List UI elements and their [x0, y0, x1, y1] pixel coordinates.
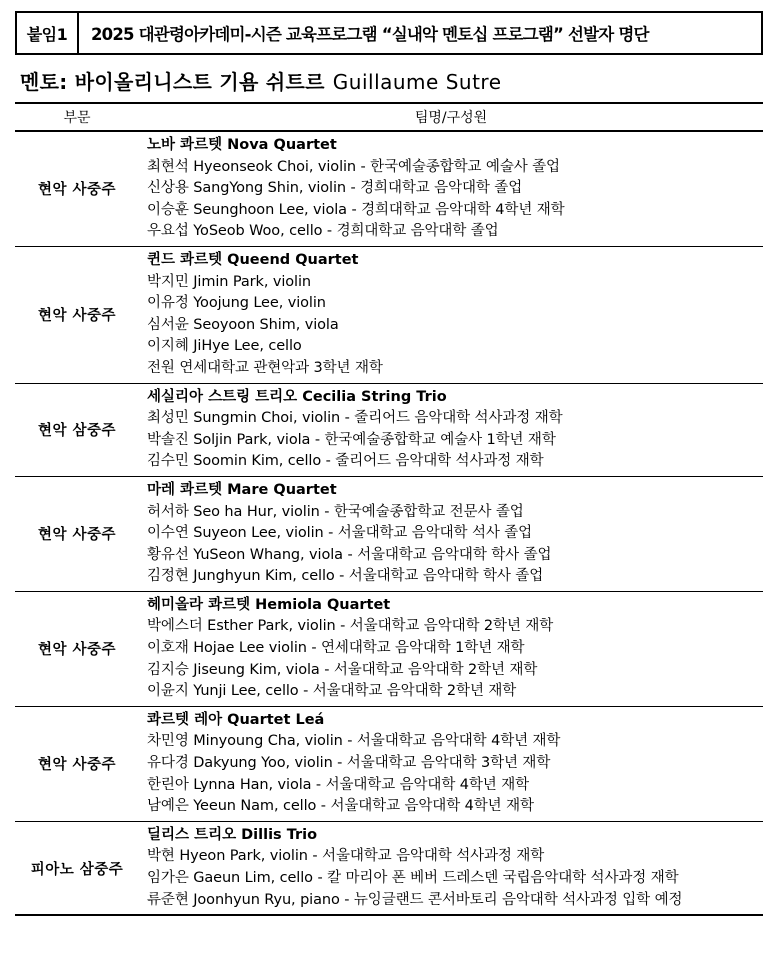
member-line: 전원 연세대학교 관현악과 3학년 재학: [147, 359, 383, 376]
mentor-line: [20, 66, 502, 96]
table-row: [15, 131, 763, 246]
document-title: 2025 대관령아카데미-시즌 교육프로그램 “실내악 멘토십 프로그램” 선발자 명단: [91, 25, 649, 44]
table-row: [15, 246, 763, 383]
mentor-label: 멘토: 바이올리니스트 기욤 쉬트르: [20, 70, 325, 94]
team-name: 노바 콰르텟 Nova Quartet: [147, 137, 337, 153]
column-header-team: 팀명/구성원: [139, 103, 763, 131]
team-cell: [139, 706, 763, 821]
member-line: 이유정 Yoojung Lee, violin: [147, 295, 326, 312]
document-header: [15, 11, 763, 55]
table-row: [15, 591, 763, 706]
team-name: 마레 콰르텟 Mare Quartet: [147, 481, 337, 498]
member-line: 유다경 Dakyung Yoo, violin - 서울대학교 음악대학 3학년 재학: [147, 755, 551, 772]
member-line: 최성민 Sungmin Choi, violin - 줄리어드 음악대학 석사과정 재학: [147, 410, 563, 427]
category-cell: 현악 삼중주: [15, 383, 139, 476]
team-cell: [139, 383, 763, 476]
category-cell: 피아노 삼중주: [15, 821, 139, 915]
member-line: 김수민 Soomin Kim, cello - 줄리어드 음악대학 석사과정 재학: [147, 453, 544, 470]
team-cell: [139, 476, 763, 591]
member-line: 남예은 Yeeun Nam, cello - 서울대학교 음악대학 4학년 재학: [147, 798, 534, 815]
member-line: 최현석 Hyeonseok Choi, violin - 한국예술종합학교 예술사 졸업: [147, 158, 560, 175]
team-cell: [139, 821, 763, 915]
member-line: 이지혜 JiHye Lee, cello: [147, 338, 302, 355]
member-line: 차민영 Minyoung Cha, violin - 서울대학교 음악대학 4학년 재학: [147, 733, 561, 750]
table-row: [15, 383, 763, 476]
team-name: 딜리스 트리오 Dillis Trio: [147, 826, 318, 843]
member-line: 우요섭 YoSeob Woo, cello - 경희대학교 음악대학 졸업: [147, 223, 499, 240]
table-row: [15, 476, 763, 591]
member-line: 류준현 Joonhyun Ryu, piano - 뉴잉글랜드 콘서바토리 음악대학 석사과정 입학 예정: [147, 891, 683, 908]
team-name: 콰르텟 레아 Quartet Leá: [147, 711, 325, 728]
category-cell: 현악 사중주: [15, 706, 139, 821]
member-line: 한린아 Lynna Han, viola - 서울대학교 음악대학 4학년 재학: [147, 776, 530, 793]
member-line: 이승훈 Seunghoon Lee, viola - 경희대학교 음악대학 4학년 재학: [147, 201, 565, 218]
member-line: 이수연 Suyeon Lee, violin - 서울대학교 음악대학 석사 졸업: [147, 525, 533, 542]
team-cell: [139, 246, 763, 383]
team-name: 세실리아 스트링 트리오 Cecilia String Trio: [147, 388, 447, 405]
column-header-category: 부문: [15, 103, 139, 131]
team-name: 퀸드 콰르텟 Queend Quartet: [147, 251, 359, 268]
mentor-name-en: Guillaume Sutre: [332, 70, 502, 94]
attachment-label: 붙임1: [17, 13, 79, 53]
team-cell: [139, 131, 763, 246]
roster-body: [15, 131, 763, 915]
team-cell: [139, 591, 763, 706]
member-line: 임가은 Gaeun Lim, cello - 칼 마리아 폰 베버 드레스덴 국립음악대학 석사과정 재학: [147, 870, 679, 886]
member-line: 박현 Hyeon Park, violin - 서울대학교 음악대학 석사과정 재학: [147, 848, 545, 865]
member-line: 이호재 Hojae Lee violin - 연세대학교 음악대학 1학년 재학: [147, 640, 525, 657]
member-line: 김지승 Jiseung Kim, viola - 서울대학교 음악대학 2학년 재학: [147, 661, 538, 678]
member-line: 박에스더 Esther Park, violin - 서울대학교 음악대학 2학년 재학: [147, 618, 554, 635]
table-row: [15, 821, 763, 915]
category-cell: 현악 사중주: [15, 246, 139, 383]
member-line: 황유선 YuSeon Whang, viola - 서울대학교 음악대학 학사 졸업: [147, 546, 552, 563]
member-line: 박지민 Jimin Park, violin: [147, 273, 311, 290]
category-cell: 현악 사중주: [15, 591, 139, 706]
table-header-row: [15, 103, 763, 131]
member-line: 허서하 Seo ha Hur, violin - 한국예술종합학교 전문사 졸업: [147, 503, 524, 520]
roster-table: [15, 102, 763, 916]
member-line: 김정현 Junghyun Kim, cello - 서울대학교 음악대학 학사 졸업: [147, 568, 544, 585]
table-row: [15, 706, 763, 821]
member-line: 이윤지 Yunji Lee, cello - 서울대학교 음악대학 2학년 재학: [147, 683, 517, 700]
member-line: 박솔진 Soljin Park, viola - 한국예술종합학교 예술사 1학년 재학: [147, 431, 556, 448]
member-line: 심서윤 Seoyoon Shim, viola: [147, 316, 339, 333]
team-name: 헤미올라 콰르텟 Hemiola Quartet: [147, 596, 391, 613]
category-cell: 현악 사중주: [15, 131, 139, 246]
category-cell: 현악 사중주: [15, 476, 139, 591]
member-line: 신상용 SangYong Shin, violin - 경희대학교 음악대학 졸업: [147, 180, 523, 197]
